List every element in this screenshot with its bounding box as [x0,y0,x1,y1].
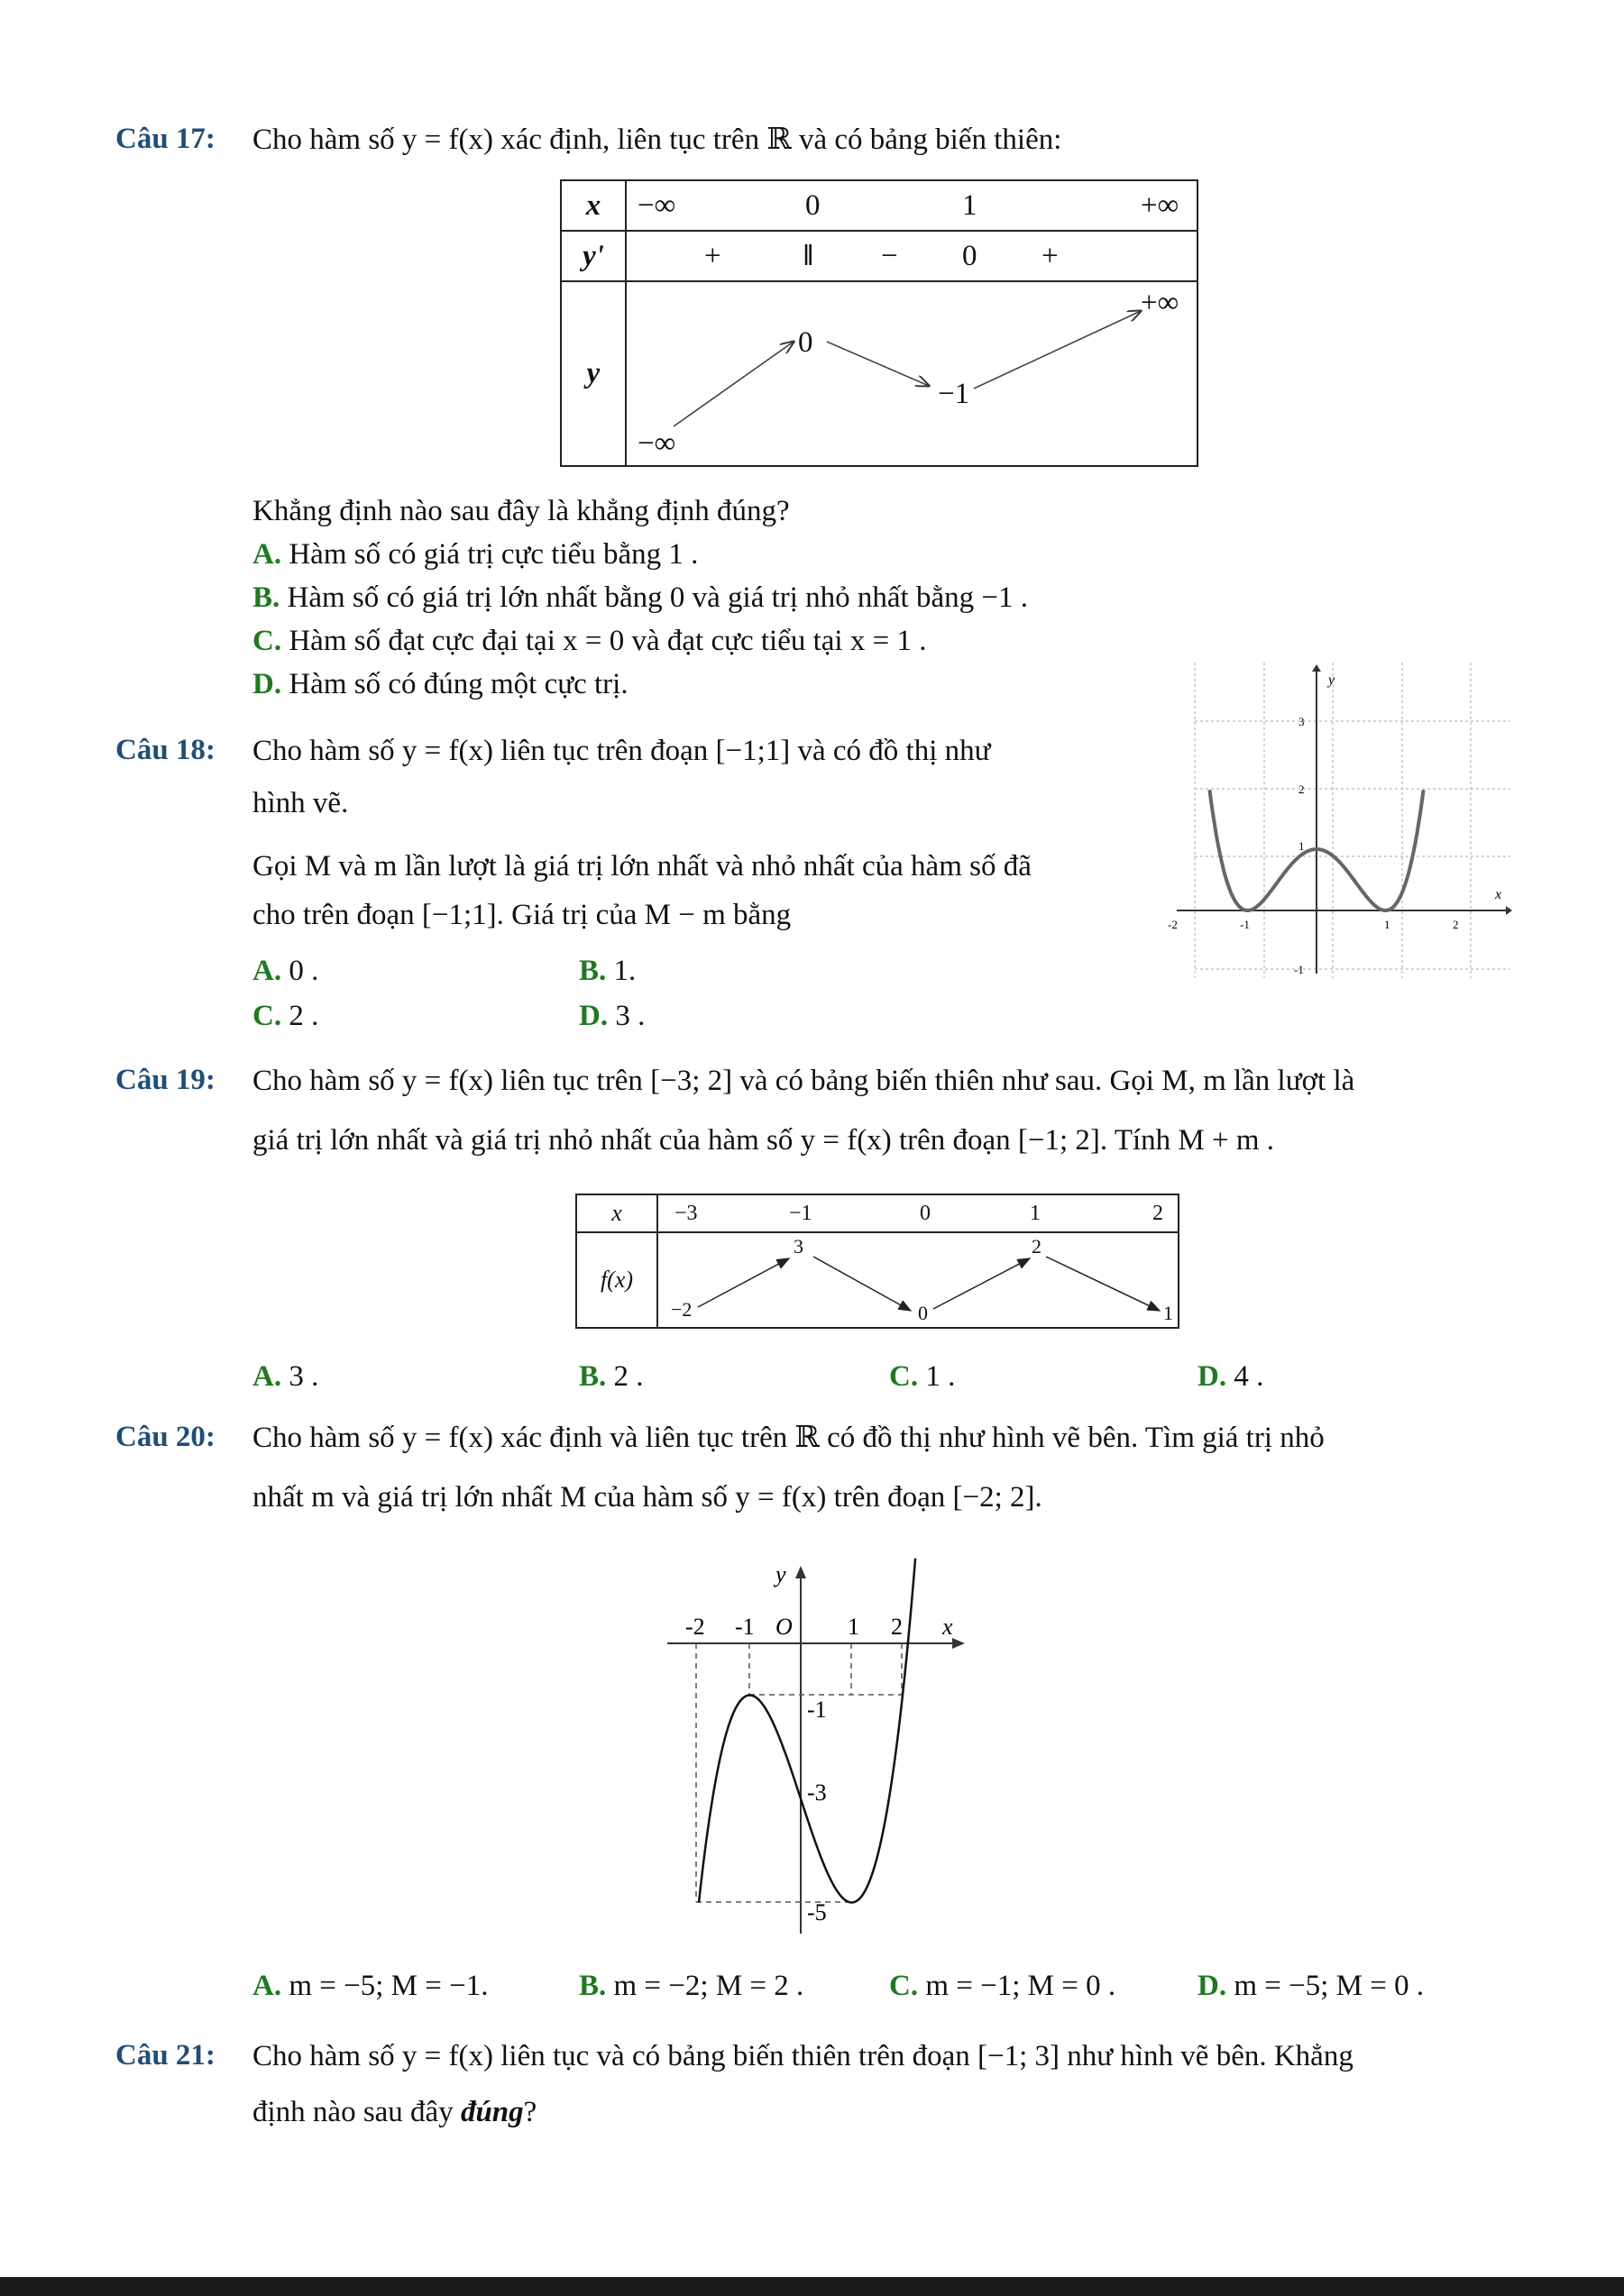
q19-x-2: 2 [1152,1202,1163,1225]
q17-option-c[interactable]: C. Hàm số đạt cực đại tại x = 0 và đạt cực tiểu tại x = 1 . [252,625,927,657]
q17-stem: Cho hàm số y = f(x) xác định, liên tục trên ℝ và có bảng biến thiên: [252,123,1062,156]
q17-x-1: 1 [962,189,977,222]
q17-y-neg1: −1 [938,378,970,410]
q18-tick-y-3: 3 [1298,715,1305,728]
q18-tick-y-1: 1 [1298,839,1305,853]
q17-option-b[interactable]: B. Hàm số có giá trị lớn nhất bằng 0 và giá trị nhỏ nhất bằng −1 . [252,581,1028,614]
q21-label: Câu 21: [115,2039,216,2072]
q20-option-a[interactable]: A. m = −5; M = −1. [252,1970,489,2002]
q19-variation-table [575,1194,1179,1329]
q18-option-c[interactable]: C. 2 . [252,1000,319,1032]
q17-row-label-yprime: y' [561,231,626,281]
q19-row-label-x: x [576,1194,657,1232]
q17-option-d[interactable]: D. Hàm số có đúng một cực trị. [252,668,628,700]
q20-line1: Cho hàm số y = f(x) xác định và liên tục trên ℝ có đồ thị như hình vẽ bên. Tìm giá trị nhỏ [252,1422,1325,1454]
q17-variation-arrows [627,282,1202,467]
q18-tick-y-neg1: -1 [1294,963,1304,976]
q19-x-neg1: −1 [789,1202,812,1225]
q20-origin-label: O [775,1614,793,1640]
q20-function-curve [699,1559,915,1903]
q20-tick-y-neg1: -1 [807,1697,827,1723]
q18-line2: hình vẽ. [252,787,349,819]
q20-tick-y-neg3: -3 [807,1779,827,1806]
q18-tick-x-1: 1 [1384,918,1390,931]
q18-graph [1159,663,1510,1005]
q17-sign-1: + [704,240,721,272]
q19-label: Câu 19: [115,1064,216,1096]
q20-tick-x-1: 1 [848,1614,859,1640]
q20-option-d[interactable]: D. m = −5; M = 0 . [1197,1970,1425,2002]
q18-y-axis-label: y [1328,672,1335,688]
q17-x-neg-inf: −∞ [638,189,676,222]
q19-option-c[interactable]: C. 1 . [889,1360,956,1393]
q19-line1: Cho hàm số y = f(x) liên tục trên [−3; 2] và có bảng biến thiên như sau. Gọi M, m lần lượt là [252,1065,1355,1097]
q17-x-pos-inf: +∞ [1141,189,1179,222]
q18-tick-x-2: 2 [1453,918,1459,931]
q17-option-a[interactable]: A. Hàm số có giá trị cực tiểu bằng 1 . [252,538,699,571]
q19-line2: giá trị lớn nhất và giá trị nhỏ nhất của hàm số y = f(x) trên đoạn [−1; 2]. Tính M + m . [252,1124,1275,1157]
q18-option-d[interactable]: D. 3 . [579,1000,646,1032]
q18-x-axis-label: x [1495,887,1502,902]
q17-sign-3: − [881,240,898,272]
q18-line1: Cho hàm số y = f(x) liên tục trên đoạn [−1;1] và có đồ thị như [252,735,991,767]
q20-option-b[interactable]: B. m = −2; M = 2 . [579,1970,804,2002]
q19-f-3: 3 [794,1235,803,1258]
q17-row-label-x: x [561,180,626,231]
q20-tick-x-neg2: -2 [685,1614,705,1640]
q17-sign-4: 0 [962,240,977,272]
page-bottom-bar [0,2277,1624,2296]
q18-tick-x-neg2: -2 [1168,918,1178,931]
q20-option-c[interactable]: C. m = −1; M = 0 . [889,1970,1116,2002]
q17-row-label-y: y [561,281,626,466]
q19-x-neg3: −3 [674,1202,698,1225]
q19-x-1: 1 [1030,1202,1041,1225]
q20-x-axis-label: x [942,1614,953,1640]
q20-tick-x-2: 2 [891,1614,903,1640]
q19-x-0: 0 [920,1202,931,1225]
q18-tick-x-neg1: -1 [1240,918,1250,931]
q20-tick-y-neg5: -5 [807,1899,827,1926]
q19-option-d[interactable]: D. 4 . [1197,1360,1264,1393]
q18-line3: Gọi M và m lần lượt là giá trị lớn nhất và nhỏ nhất của hàm số đã [252,850,1032,883]
q21-line2: định nào sau đây đúng? [252,2096,537,2128]
q20-tick-x-neg1: -1 [735,1614,755,1640]
q17-sign-5: + [1041,240,1059,272]
q19-option-a[interactable]: A. 3 . [252,1360,319,1393]
q19-row-label-fx: f(x) [576,1232,657,1328]
q21-line1: Cho hàm số y = f(x) liên tục và có bảng biến thiên trên đoạn [−1; 3] như hình vẽ bên. Khẳng [252,2040,1353,2072]
q17-y-0: 0 [798,326,813,359]
q17-label: Câu 17: [115,123,216,155]
q17-question: Khẳng định nào sau đây là khẳng định đúng? [252,495,790,527]
q19-f-neg2: −2 [671,1298,693,1321]
q20-label: Câu 20: [115,1421,216,1453]
q17-variation-table [560,179,1198,467]
q20-line2: nhất m và giá trị lớn nhất M của hàm số y = f(x) trên đoạn [−2; 2]. [252,1481,1042,1514]
q19-f-1: 1 [1163,1302,1173,1324]
q20-graph [658,1555,953,1934]
q18-option-a[interactable]: A. 0 . [252,955,319,987]
q17-y-pos-inf: +∞ [1141,287,1179,319]
q18-label: Câu 18: [115,734,216,766]
q17-sign-2: ‖ [803,240,813,272]
q19-f-2: 2 [1032,1235,1041,1258]
q20-y-axis-label: y [775,1561,786,1587]
q18-line4: cho trên đoạn [−1;1]. Giá trị của M − m bằng [252,899,792,931]
q17-y-neg-inf: −∞ [638,427,676,460]
q19-option-b[interactable]: B. 2 . [579,1360,644,1393]
q18-tick-y-2: 2 [1298,782,1305,796]
q19-f-0: 0 [918,1302,928,1324]
q18-option-b[interactable]: B. 1. [579,955,637,987]
q17-x-0: 0 [805,189,821,222]
